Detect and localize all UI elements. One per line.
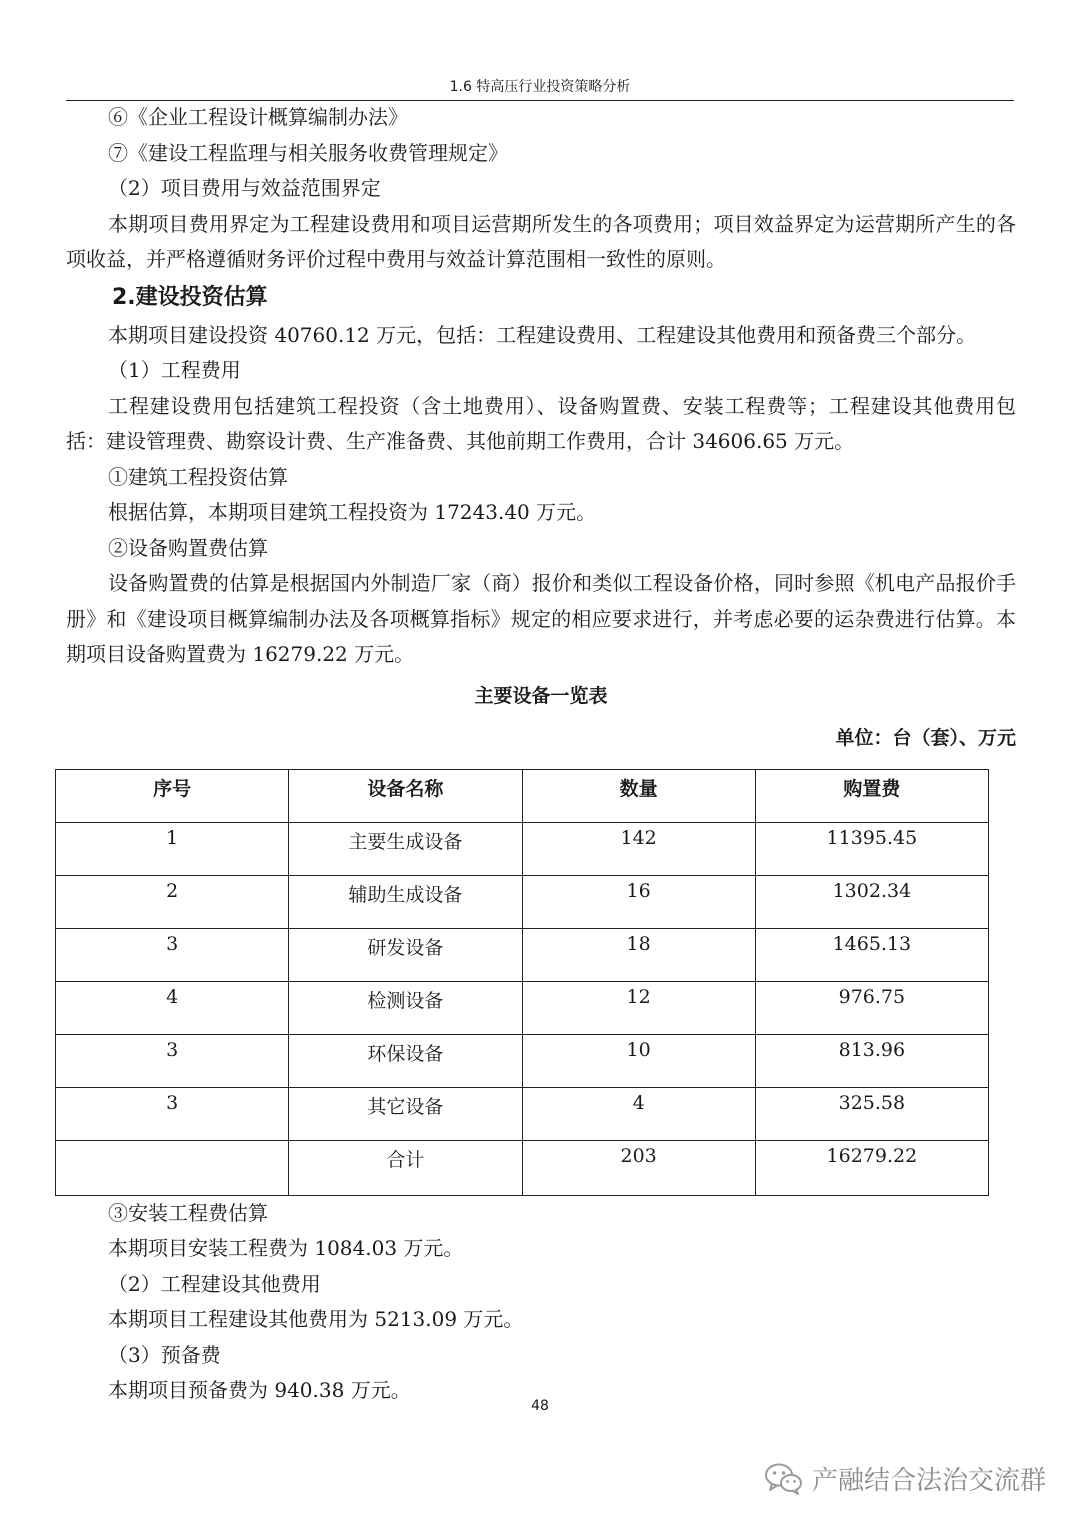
table-row — [56, 875, 989, 928]
header-equipment-name: 设备名称 — [289, 769, 522, 822]
paragraph-scope: 本期项目费用界定为工程建设费用和项目运营期所发生的各项费用；项目效益界定为运营期所产生的各项收益，并严格遵循财务评价过程中费用与效益计算范围相一致性的原则。 — [66, 211, 1016, 271]
subheading-engineering-cost: （1）工程费用 — [108, 358, 241, 382]
cell-name: 辅助生成设备 — [289, 875, 522, 928]
cell-cost: 813.96 — [755, 1034, 988, 1087]
cell-serial: 3 — [56, 1034, 289, 1087]
cell-cost: 1302.34 — [755, 875, 988, 928]
table-row — [56, 928, 989, 981]
table-row — [56, 1034, 989, 1087]
cell-cost: 1465.13 — [755, 928, 988, 981]
cell-name: 环保设备 — [289, 1034, 522, 1087]
wechat-icon — [764, 1462, 804, 1496]
table-row — [56, 822, 989, 875]
cell-serial: 4 — [56, 981, 289, 1034]
cell-quantity: 12 — [522, 981, 755, 1034]
cell-cost: 16279.22 — [755, 1140, 988, 1195]
cell-name: 主要生成设备 — [289, 822, 522, 875]
cell-name: 合计 — [289, 1140, 522, 1195]
cell-serial: 1 — [56, 822, 289, 875]
table-row — [56, 981, 989, 1034]
table-total-row — [56, 1140, 989, 1195]
cell-serial — [56, 1140, 289, 1195]
paragraph-reserve: 本期项目预备费为 940.38 万元。 — [108, 1378, 411, 1402]
cell-quantity: 16 — [522, 875, 755, 928]
paragraph-engineering-cost: 工程建设费用包括建筑工程投资（含土地费用）、设备购置费、安装工程费等；工程建设其他费用包括：建设管理费、勘察设计费、生产准备费、其他前期工作费用，合计 34606.65 万元。 — [66, 393, 1016, 453]
cell-serial: 3 — [56, 1087, 289, 1140]
cell-name: 研发设备 — [289, 928, 522, 981]
cell-cost: 11395.45 — [755, 822, 988, 875]
cell-quantity: 10 — [522, 1034, 755, 1087]
table-title: 主要设备一览表 — [474, 684, 608, 707]
item-equipment-purchase: ②设备购置费估算 — [108, 535, 268, 560]
item-installation: ③安装工程费估算 — [108, 1200, 268, 1225]
cell-cost: 325.58 — [755, 1087, 988, 1140]
equipment-table — [55, 769, 989, 1196]
subheading-reserve: （3）预备费 — [108, 1342, 221, 1367]
subheading-scope: （2）项目费用与效益范围界定 — [108, 176, 381, 200]
section-heading-investment: 2.建设投资估算 — [112, 284, 268, 310]
cell-quantity: 142 — [522, 822, 755, 875]
header-purchase-cost: 购置费 — [755, 769, 988, 822]
cell-serial: 3 — [56, 928, 289, 981]
paragraph-investment: 本期项目建设投资 40760.12 万元，包括：工程建设费用、工程建设其他费用和预备费三个部分。 — [108, 322, 977, 347]
reference-item-6: ⑥《企业工程设计概算编制办法》 — [108, 105, 408, 129]
reference-item-7: ⑦《建设工程监理与相关服务收费管理规定》 — [108, 140, 508, 165]
table-unit: 单位：台（套）、万元 — [835, 726, 1016, 749]
paragraph-installation: 本期项目安装工程费为 1084.03 万元。 — [108, 1236, 464, 1260]
paragraph-other-costs: 本期项目工程建设其他费用为 5213.09 万元。 — [108, 1307, 524, 1331]
watermark — [764, 1460, 1046, 1497]
cell-cost: 976.75 — [755, 981, 988, 1034]
cell-name: 其它设备 — [289, 1087, 522, 1140]
paragraph-equipment-purchase: 设备购置费的估算是根据国内外制造厂家（商）报价和类似工程设备价格，同时参照《机电产品报价手册》和《建设项目概算编制办法及各项概算指标》规定的相应要求进行，并考虑必要的运杂费进行估算。本期项目设备购置费为 16279.22 万元。 — [66, 571, 1016, 666]
header-quantity: 数量 — [522, 769, 755, 822]
page-number: 48 — [531, 1398, 549, 1414]
page-content — [66, 100, 1016, 1409]
table-row — [56, 1087, 989, 1140]
table-header-row — [56, 769, 989, 822]
cell-quantity: 203 — [522, 1140, 755, 1195]
watermark-text: 产融结合法治交流群 — [811, 1466, 1046, 1496]
cell-quantity: 18 — [522, 928, 755, 981]
cell-name: 检测设备 — [289, 981, 522, 1034]
paragraph-building-investment: 根据估算，本期项目建筑工程投资为 17243.40 万元。 — [108, 500, 597, 524]
cell-quantity: 4 — [522, 1087, 755, 1140]
cell-serial: 2 — [56, 875, 289, 928]
running-header: 1.6 特高压行业投资策略分析 — [66, 76, 1014, 101]
item-building-investment: ①建筑工程投资估算 — [108, 464, 288, 489]
subheading-other-costs: （2）工程建设其他费用 — [108, 1271, 321, 1296]
header-serial: 序号 — [56, 769, 289, 822]
